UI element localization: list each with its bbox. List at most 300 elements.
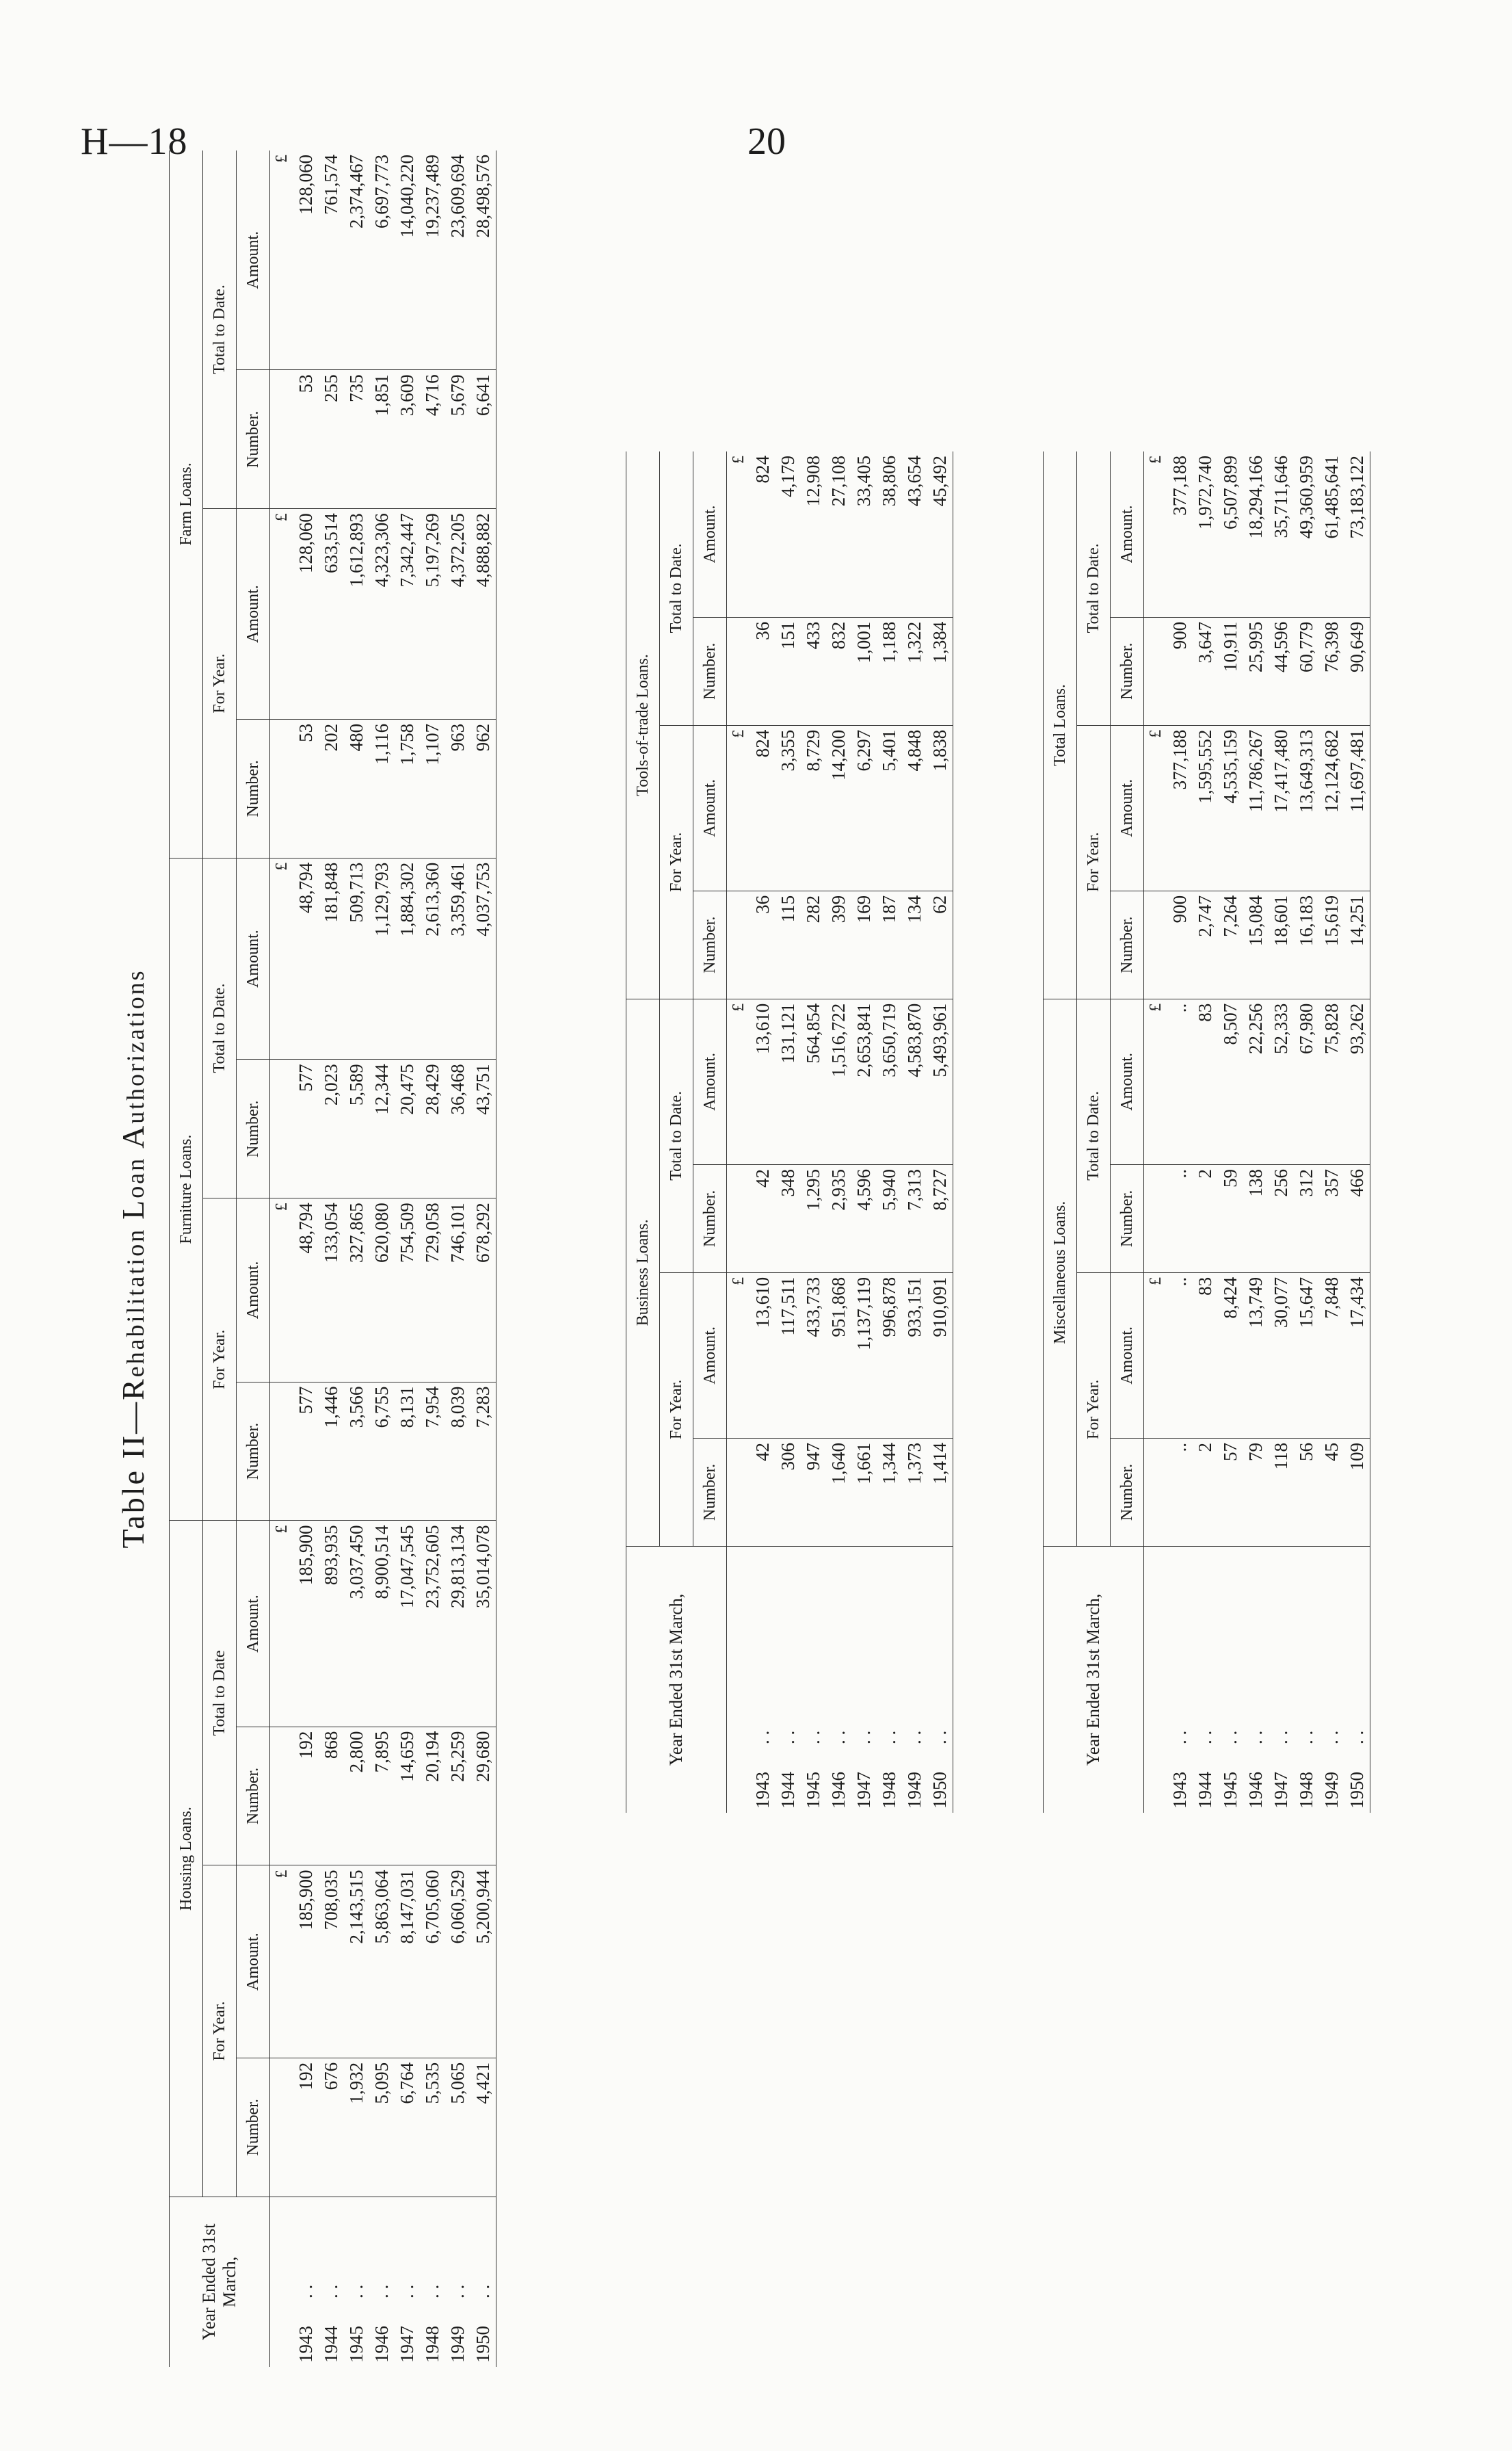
number-cell: 1,188 [877, 617, 902, 725]
pound-sign-row [727, 451, 751, 1813]
amount-cell: 746,101 [445, 1198, 470, 1382]
number-cell: 16,183 [1294, 891, 1319, 999]
amount-cell: 117,511 [775, 1272, 801, 1438]
table-row [1319, 451, 1344, 1813]
amount-cell: 23,752,605 [420, 1521, 445, 1727]
number-header: Number. [693, 1439, 727, 1547]
number-cell: 577 [293, 1382, 319, 1521]
number-cell: 348 [775, 1164, 801, 1272]
pound-spacer [270, 719, 294, 858]
number-cell: 36 [750, 891, 775, 999]
pound-spacer [270, 1060, 294, 1198]
number-header: Number. [1111, 891, 1144, 999]
year-cell [1243, 1546, 1269, 1813]
year-value: 1949 [904, 1772, 925, 1809]
amount-cell: 128,060 [293, 509, 319, 720]
amount-cell: 910,091 [927, 1272, 953, 1438]
year-cell [293, 2197, 319, 2367]
leader-dots: . . [929, 1730, 950, 1744]
document-code: H—18 [81, 120, 188, 163]
number-cell: 44,596 [1269, 617, 1294, 725]
amount-cell: 761,574 [319, 150, 344, 370]
number-cell: 2 [1193, 1439, 1218, 1547]
amount-cell: 33,405 [851, 451, 877, 617]
year-ended-header-c: Year Ended 31st March, [1044, 1546, 1144, 1813]
total-for-year-header: For Year. [1077, 725, 1111, 999]
number-header: Number. [693, 891, 727, 999]
pound-spacer [727, 1164, 751, 1272]
table-row [319, 150, 344, 2367]
number-header: Number. [693, 1164, 727, 1272]
group-housing-loans: Housing Loans. [170, 1521, 203, 2197]
year-value: 1948 [1296, 1772, 1316, 1809]
number-cell: 577 [293, 1060, 319, 1198]
amount-cell: 996,878 [877, 1272, 902, 1438]
number-cell: 42 [750, 1164, 775, 1272]
year-value: 1946 [828, 1772, 849, 1809]
year-value: 1944 [1195, 1772, 1215, 1809]
year-value: 1946 [371, 2326, 392, 2363]
number-header: Number. [1111, 617, 1144, 725]
year-value: 1950 [473, 2326, 493, 2363]
number-cell: 36 [750, 617, 775, 725]
pound-sign: £ [270, 1865, 294, 2058]
leader-dots: . . [1271, 1730, 1291, 1744]
number-cell: 480 [344, 719, 369, 858]
year-cell [395, 2197, 420, 2367]
number-header: Number. [237, 2058, 270, 2197]
amount-cell: 128,060 [293, 150, 319, 370]
misc-total-to-date-header: Total to Date. [1077, 999, 1111, 1272]
amount-cell: 13,610 [750, 999, 775, 1164]
pound-sign: £ [270, 858, 294, 1060]
number-cell: 1,851 [369, 370, 395, 509]
pound-spacer [727, 617, 751, 725]
year-value: 1947 [1271, 1772, 1291, 1809]
main-subheader-row [237, 150, 270, 2367]
amount-cell: 93,262 [1344, 999, 1370, 1164]
leader-dots: . . [778, 1730, 798, 1744]
number-cell: 115 [775, 891, 801, 999]
number-cell: 1,640 [826, 1439, 851, 1547]
amount-cell: 23,609,694 [445, 150, 470, 370]
number-cell: .. [1167, 1439, 1193, 1547]
number-cell: 947 [801, 1439, 826, 1547]
number-header: Number. [237, 1060, 270, 1198]
pound-spacer [1144, 1439, 1168, 1547]
number-cell: 6,764 [395, 2058, 420, 2197]
amount-cell: 8,900,514 [369, 1521, 395, 1727]
leader-dots: . . [853, 1730, 874, 1744]
amount-header: Amount. [1111, 451, 1144, 617]
year-cell [902, 1546, 927, 1813]
number-cell: 7,313 [902, 1164, 927, 1272]
amount-header: Amount. [693, 999, 727, 1164]
amount-cell: 15,647 [1294, 1272, 1319, 1438]
amount-cell: 185,900 [293, 1521, 319, 1727]
amount-cell: 133,054 [319, 1198, 344, 1382]
year-value: 1948 [879, 1772, 899, 1809]
amount-cell: 43,654 [902, 451, 927, 617]
leader-dots: . . [321, 2284, 341, 2298]
year-ended-header: Year Ended 31st March, [170, 2197, 270, 2367]
pound-sign: £ [727, 999, 751, 1164]
amount-cell: 2,374,467 [344, 150, 369, 370]
table-row [1344, 451, 1370, 1813]
amount-cell: 5,863,064 [369, 1865, 395, 2058]
number-cell: 138 [1243, 1164, 1269, 1272]
year-cell [369, 2197, 395, 2367]
year-cell [750, 1546, 775, 1813]
table-row [369, 150, 395, 2367]
table-row [344, 150, 369, 2367]
year-cell [420, 2197, 445, 2367]
amount-cell: 678,292 [470, 1198, 496, 1382]
year-cell [1269, 1546, 1294, 1813]
number-cell: 1,414 [927, 1439, 953, 1547]
number-cell: 900 [1167, 617, 1193, 725]
number-header: Number. [1111, 1164, 1144, 1272]
number-cell: 5,065 [445, 2058, 470, 2197]
number-cell: 6,641 [470, 370, 496, 509]
year-value: 1945 [803, 1772, 823, 1809]
housing-for-year-header: For Year. [203, 1865, 237, 2197]
number-cell: 256 [1269, 1164, 1294, 1272]
amount-cell: 951,868 [826, 1272, 851, 1438]
pound-spacer [727, 891, 751, 999]
amount-cell: 729,058 [420, 1198, 445, 1382]
business-total-to-date-header: Total to Date. [660, 999, 693, 1272]
number-header: Number. [237, 370, 270, 509]
pound-sign: £ [727, 1272, 751, 1438]
number-cell: 15,084 [1243, 891, 1269, 999]
amount-cell: 61,485,641 [1319, 451, 1344, 617]
number-cell: 2,747 [1193, 891, 1218, 999]
number-cell: .. [1167, 1164, 1193, 1272]
number-cell: 202 [319, 719, 344, 858]
amount-cell: 17,047,545 [395, 1521, 420, 1727]
amount-cell: 564,854 [801, 999, 826, 1164]
amount-cell: 45,492 [927, 451, 953, 617]
number-cell: 357 [1319, 1164, 1344, 1272]
number-cell: 36,468 [445, 1060, 470, 1198]
number-cell: 735 [344, 370, 369, 509]
amount-cell: 11,697,481 [1344, 725, 1370, 891]
amount-cell: 824 [750, 725, 775, 891]
amount-cell: .. [1167, 999, 1193, 1164]
number-cell: 53 [293, 370, 319, 509]
amount-cell: 13,649,313 [1294, 725, 1319, 891]
amount-cell: 6,507,899 [1218, 451, 1243, 617]
year-cell [1218, 1546, 1243, 1813]
amount-cell: 509,713 [344, 858, 369, 1060]
amount-cell: 377,188 [1167, 451, 1193, 617]
group-farm-loans: Farm Loans. [170, 150, 203, 858]
pound-sign-row [270, 150, 294, 2367]
amount-cell: 3,650,719 [877, 999, 902, 1164]
amount-cell: 27,108 [826, 451, 851, 617]
amount-cell: 181,848 [319, 858, 344, 1060]
number-cell: 90,649 [1344, 617, 1370, 725]
farm-for-year-header: For Year. [203, 509, 237, 858]
amount-cell: 3,355 [775, 725, 801, 891]
amount-cell: 2,143,515 [344, 1865, 369, 2058]
number-cell: 4,421 [470, 2058, 496, 2197]
number-cell: 43,751 [470, 1060, 496, 1198]
year-value: 1949 [447, 2326, 468, 2363]
number-cell: 12,344 [369, 1060, 395, 1198]
group-business-loans: Business Loans. [626, 999, 660, 1546]
year-cell [1193, 1546, 1218, 1813]
leader-dots: . . [371, 2284, 392, 2298]
number-cell: 79 [1243, 1439, 1269, 1547]
leader-dots: . . [828, 1730, 849, 1744]
leader-dots: . . [295, 2284, 316, 2298]
business-for-year-header: For Year. [660, 1272, 693, 1546]
number-header: Number. [693, 617, 727, 725]
amount-header: Amount. [237, 858, 270, 1060]
number-cell: 466 [1344, 1164, 1370, 1272]
year-value: 1943 [295, 2326, 316, 2363]
number-cell: 25,259 [445, 1727, 470, 1865]
year-value: 1943 [1169, 1772, 1190, 1809]
year-value: 1943 [752, 1772, 773, 1809]
number-cell: 1,344 [877, 1439, 902, 1547]
amount-cell: 17,434 [1344, 1272, 1370, 1438]
number-cell: 57 [1218, 1439, 1243, 1547]
amount-cell: 131,121 [775, 999, 801, 1164]
amount-cell: 4,888,882 [470, 509, 496, 720]
number-cell: 1,932 [344, 2058, 369, 2197]
number-cell: 433 [801, 617, 826, 725]
number-cell: 20,475 [395, 1060, 420, 1198]
pound-spacer [270, 2058, 294, 2197]
number-cell: 76,398 [1319, 617, 1344, 725]
year-value: 1945 [346, 2326, 367, 2363]
number-cell: 60,779 [1294, 617, 1319, 725]
number-cell: 1,373 [902, 1439, 927, 1547]
amount-cell: 1,129,793 [369, 858, 395, 1060]
number-cell: 3,566 [344, 1382, 369, 1521]
table-row [1167, 451, 1193, 1813]
number-cell: 868 [319, 1727, 344, 1865]
leader-dots: . . [1169, 1730, 1190, 1744]
table-row [293, 150, 319, 2367]
number-cell: 187 [877, 891, 902, 999]
number-cell: 5,679 [445, 370, 470, 509]
amount-cell: 620,080 [369, 1198, 395, 1382]
year-value: 1950 [929, 1772, 950, 1809]
leader-dots: . . [1195, 1730, 1215, 1744]
tools-total-to-date-header: Total to Date. [660, 451, 693, 725]
furniture-for-year-header: For Year. [203, 1198, 237, 1521]
amount-cell: 893,935 [319, 1521, 344, 1727]
amount-header: Amount. [237, 1865, 270, 2058]
year-value: 1949 [1321, 1772, 1342, 1809]
year-value: 1946 [1245, 1772, 1266, 1809]
amount-cell: 6,705,060 [420, 1865, 445, 2058]
amount-cell: 35,711,646 [1269, 451, 1294, 617]
amount-cell: 1,612,893 [344, 509, 369, 720]
number-cell: 1,384 [927, 617, 953, 725]
amount-cell: 5,493,961 [927, 999, 953, 1164]
leader-dots: . . [904, 1730, 925, 1744]
amount-header: Amount. [237, 509, 270, 720]
amount-cell: 824 [750, 451, 775, 617]
number-cell: 118 [1269, 1439, 1294, 1547]
amount-cell: 52,333 [1269, 999, 1294, 1164]
pound-spacer [270, 1727, 294, 1865]
furniture-total-to-date-header: Total to Date. [203, 858, 237, 1198]
number-cell: 282 [801, 891, 826, 999]
number-cell: 963 [445, 719, 470, 858]
amount-cell: 38,806 [877, 451, 902, 617]
year-cell-empty [270, 2197, 294, 2367]
year-value: 1948 [422, 2326, 442, 2363]
year-cell [775, 1546, 801, 1813]
number-cell: 1,295 [801, 1164, 826, 1272]
number-cell: 1,322 [902, 617, 927, 725]
leader-dots: . . [447, 2284, 468, 2298]
year-cell [927, 1546, 953, 1813]
amount-cell: 754,509 [395, 1198, 420, 1382]
pound-sign: £ [1144, 1272, 1168, 1438]
table-row [470, 150, 496, 2367]
year-cell-empty [727, 1546, 751, 1813]
number-cell: 7,954 [420, 1382, 445, 1521]
number-cell: 676 [319, 2058, 344, 2197]
amount-header: Amount. [237, 150, 270, 370]
number-cell: 2,935 [826, 1164, 851, 1272]
amount-header: Amount. [1111, 999, 1144, 1164]
year-cell [877, 1546, 902, 1813]
number-cell: 255 [319, 370, 344, 509]
year-cell [1319, 1546, 1344, 1813]
table-title: Table II—Rehabilitation Loan Authorizations [116, 969, 150, 1549]
number-cell: 8,131 [395, 1382, 420, 1521]
leader-dots: . . [879, 1730, 899, 1744]
amount-cell: 708,035 [319, 1865, 344, 2058]
amount-cell: 5,197,269 [420, 509, 445, 720]
amount-cell: 14,040,220 [395, 150, 420, 370]
pound-spacer [270, 1382, 294, 1521]
number-cell: 2,800 [344, 1727, 369, 1865]
number-cell: 18,601 [1269, 891, 1294, 999]
number-cell: 29,680 [470, 1727, 496, 1865]
main-loans-table [169, 150, 496, 2367]
number-cell: 1,001 [851, 617, 877, 725]
number-cell: 8,727 [927, 1164, 953, 1272]
table-row [927, 451, 953, 1813]
number-cell: 169 [851, 891, 877, 999]
number-cell: 1,661 [851, 1439, 877, 1547]
page-number: 20 [747, 120, 786, 163]
group-miscellaneous-loans: Miscellaneous Loans. [1044, 999, 1077, 1546]
table-row [445, 150, 470, 2367]
pound-sign: £ [1144, 725, 1168, 891]
year-cell [801, 1546, 826, 1813]
amount-cell: 28,498,576 [470, 150, 496, 370]
pound-spacer [727, 1439, 751, 1547]
number-cell: 1,107 [420, 719, 445, 858]
pound-sign: £ [270, 150, 294, 370]
amount-cell: 75,828 [1319, 999, 1344, 1164]
number-cell: 7,283 [470, 1382, 496, 1521]
year-cell-empty [1144, 1546, 1168, 1813]
pound-spacer [270, 370, 294, 509]
amount-cell: 49,360,959 [1294, 451, 1319, 617]
amount-cell: 13,749 [1243, 1272, 1269, 1438]
amount-cell: 1,595,552 [1193, 725, 1218, 891]
amount-header: Amount. [237, 1521, 270, 1727]
number-cell: 192 [293, 2058, 319, 2197]
amount-cell: 29,813,134 [445, 1521, 470, 1727]
amount-cell: 12,124,682 [1319, 725, 1344, 891]
leader-dots: . . [397, 2284, 417, 2298]
number-cell: 8,039 [445, 1382, 470, 1521]
table-row [1269, 451, 1294, 1813]
table-row [1218, 451, 1243, 1813]
table-row [826, 451, 851, 1813]
amount-cell: 185,900 [293, 1865, 319, 2058]
misc-total-table [1043, 451, 1370, 1813]
number-cell: 56 [1294, 1439, 1319, 1547]
year-value: 1950 [1347, 1772, 1367, 1809]
business-tools-table [626, 451, 953, 1813]
amount-cell: 1,972,740 [1193, 451, 1218, 617]
amount-cell: 13,610 [750, 1272, 775, 1438]
number-cell: 5,940 [877, 1164, 902, 1272]
leader-dots: . . [1245, 1730, 1266, 1744]
number-header: Number. [1111, 1439, 1144, 1547]
group-total-loans: Total Loans. [1044, 451, 1077, 999]
table-row [877, 451, 902, 1813]
pound-sign: £ [270, 1198, 294, 1382]
year-cell [1167, 1546, 1193, 1813]
group-furniture-loans: Furniture Loans. [170, 858, 203, 1521]
number-header: Number. [237, 1382, 270, 1521]
amount-cell: 83 [1193, 1272, 1218, 1438]
amount-cell: 1,516,722 [826, 999, 851, 1164]
number-cell: 5,589 [344, 1060, 369, 1198]
year-cell [344, 2197, 369, 2367]
amount-cell: 3,359,461 [445, 858, 470, 1060]
table-row [801, 451, 826, 1813]
pound-sign: £ [270, 1521, 294, 1727]
pound-sign: £ [727, 451, 751, 617]
number-header: Number. [237, 719, 270, 858]
amount-cell: 4,037,753 [470, 858, 496, 1060]
amount-cell: 2,613,360 [420, 858, 445, 1060]
pound-sign: £ [727, 725, 751, 891]
number-cell: 15,619 [1319, 891, 1344, 999]
leader-dots: . . [1296, 1730, 1316, 1744]
amount-cell: 4,535,159 [1218, 725, 1243, 891]
number-cell: 399 [826, 891, 851, 999]
amount-cell: 7,848 [1319, 1272, 1344, 1438]
leader-dots: . . [1321, 1730, 1342, 1744]
amount-cell: 8,729 [801, 725, 826, 891]
pound-sign: £ [1144, 451, 1168, 617]
number-cell: 1,758 [395, 719, 420, 858]
number-cell: 10,911 [1218, 617, 1243, 725]
number-cell: 62 [927, 891, 953, 999]
amount-cell: 8,424 [1218, 1272, 1243, 1438]
year-cell [826, 1546, 851, 1813]
amount-cell: 30,077 [1269, 1272, 1294, 1438]
number-cell: 900 [1167, 891, 1193, 999]
amount-cell: 1,884,302 [395, 858, 420, 1060]
